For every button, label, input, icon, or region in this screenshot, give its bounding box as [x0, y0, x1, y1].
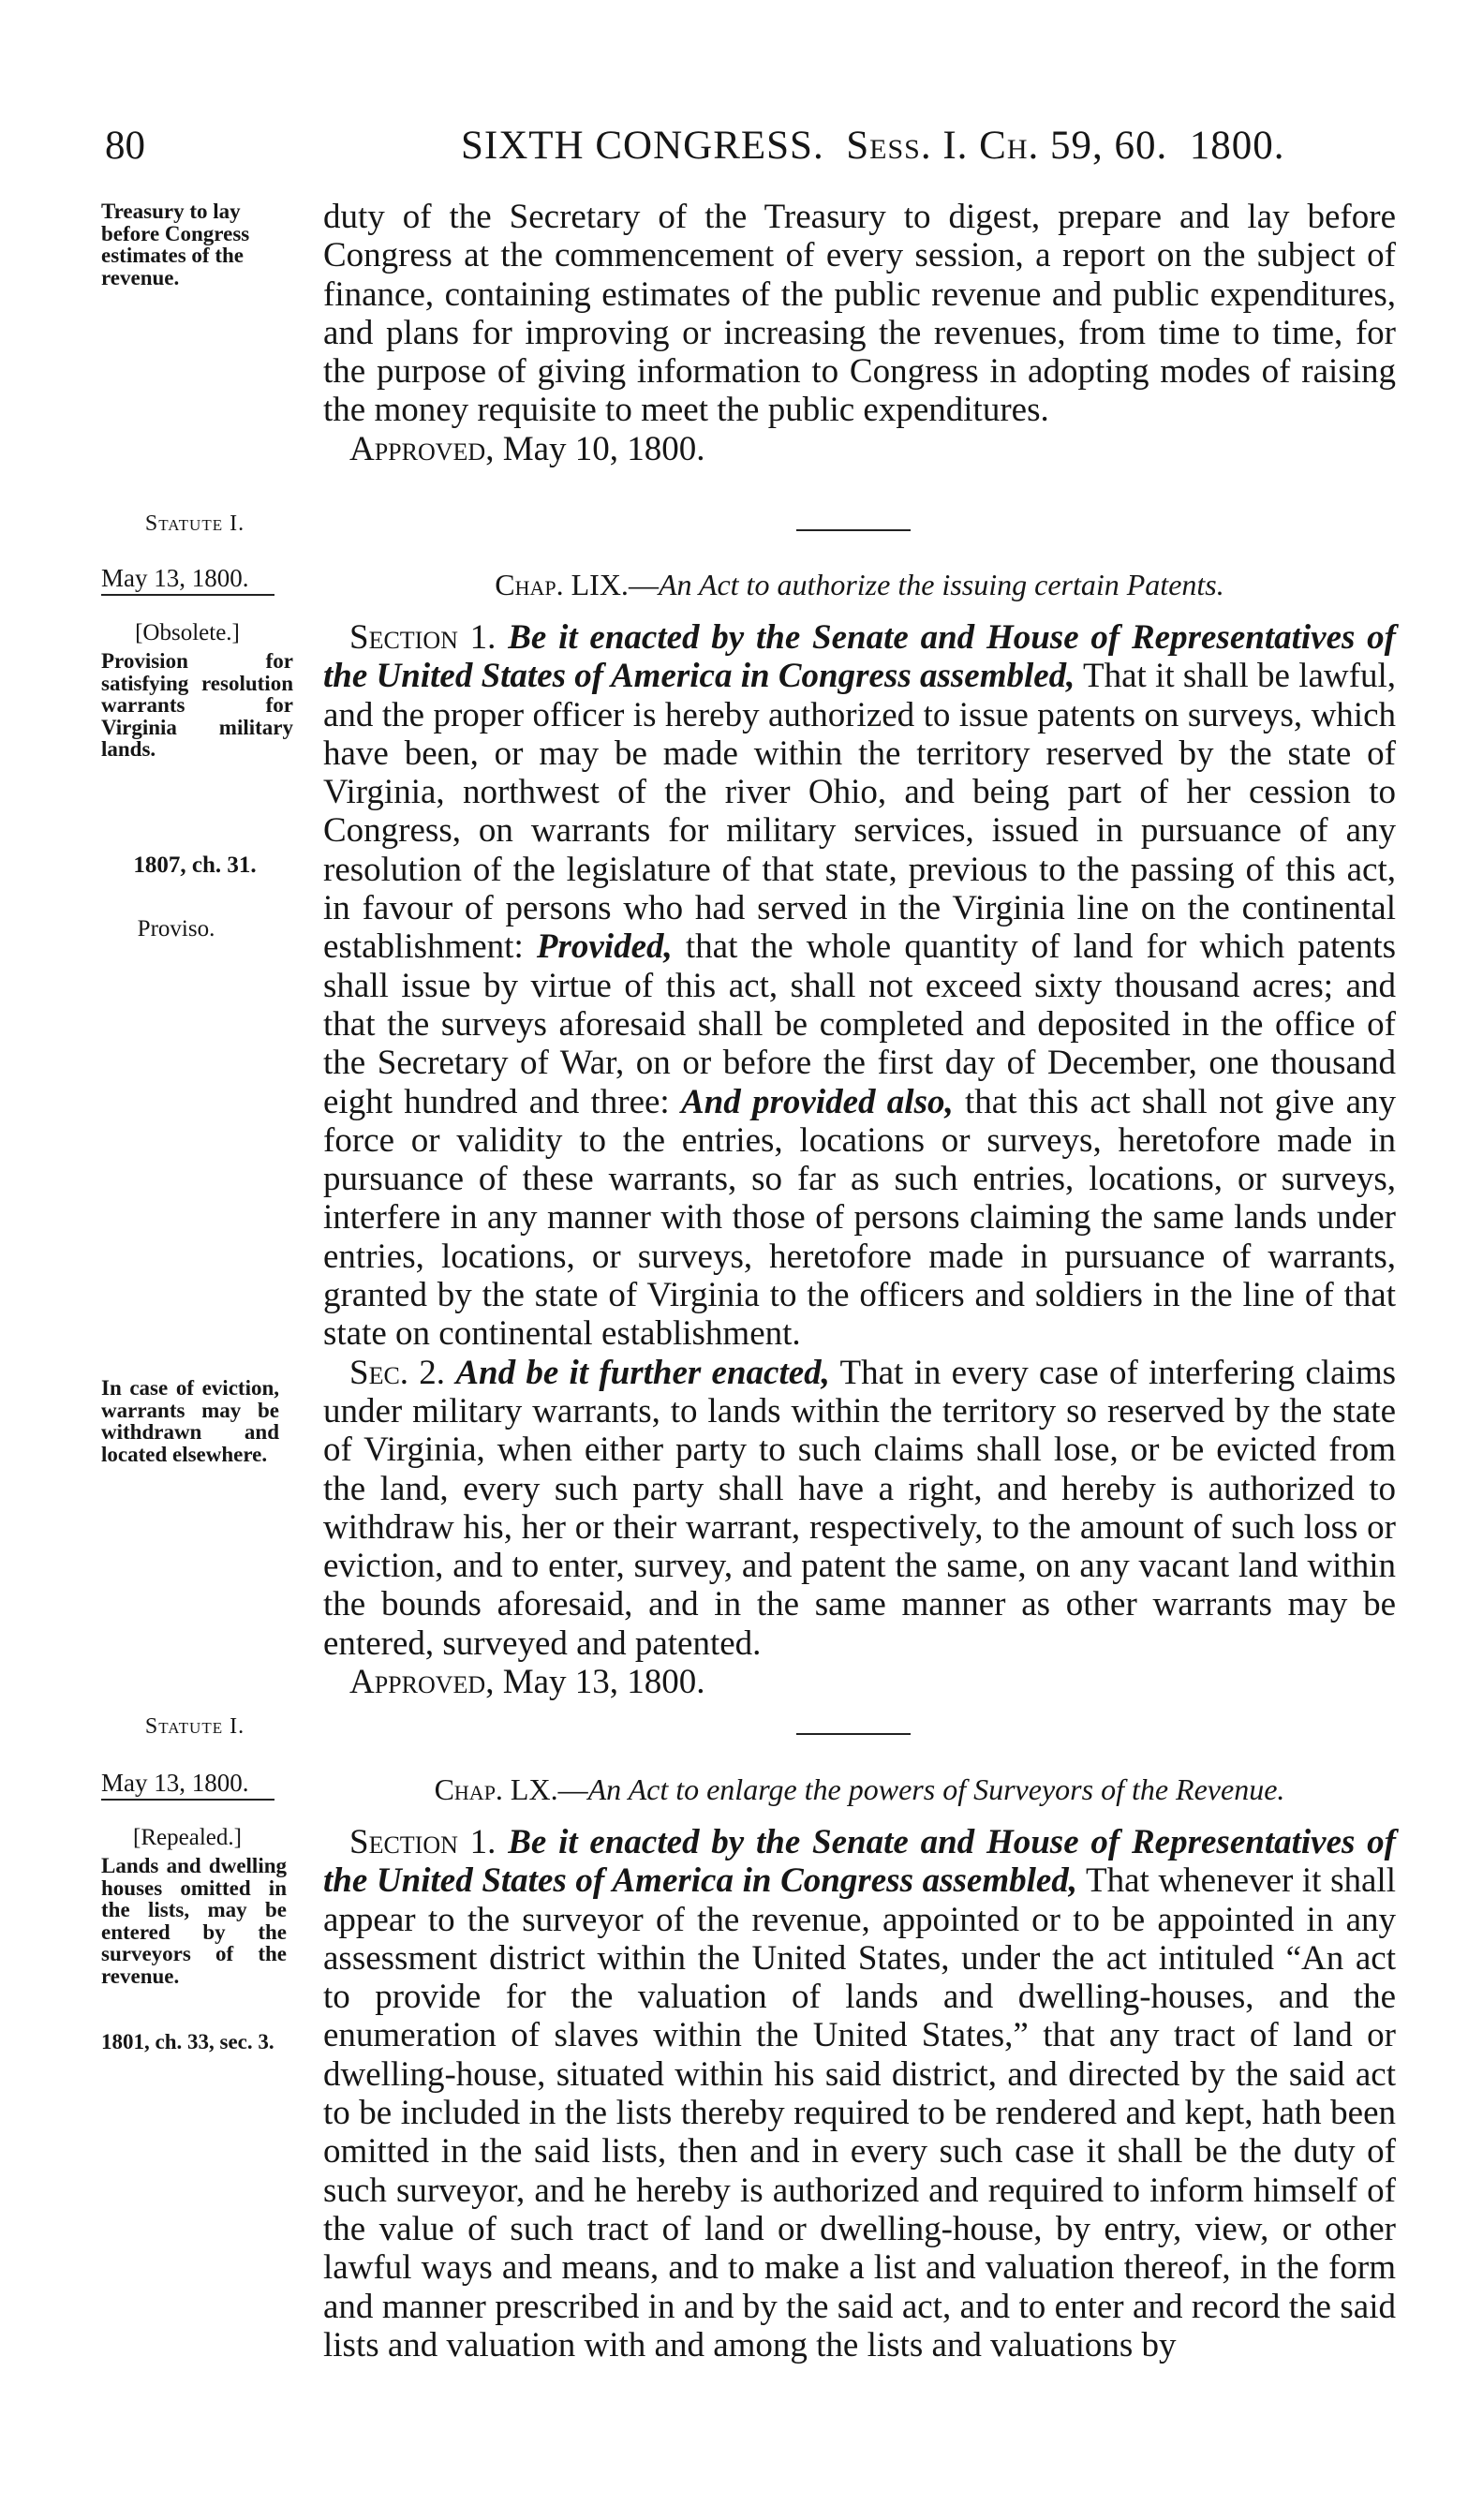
- page-number: 80: [105, 124, 145, 168]
- margin-note-proviso: Proviso.: [137, 916, 215, 941]
- chapter-heading-59: Chap. LIX.—An Act to authorize the issuing certain Patents.: [495, 568, 1224, 601]
- continuation-block: [323, 198, 1396, 468]
- running-head: [105, 120, 1396, 172]
- date-label-59: May 13, 1800.: [101, 568, 274, 596]
- status-repealed: [Repealed.]: [133, 1825, 242, 1850]
- section-2-paragraph: Sec. 2. And be it further enacted, That in every case of interfering claims under military warrants, to lands within the territory so reserved by the state of Virginia, when either party to such claims shall lose, or be evicted from the land, every such party shall have a right, and hereby is authorized to withdraw his, her or their warrant, respectively, to the amount of such loss or eviction, and to enter, survey, and patent the same, on any vacant land within the bounds aforesaid, and in the same manner as other warrants may be entered, surveyed and patented.: [323, 1353, 1397, 1663]
- statute-label-59: Statute I.: [144, 511, 245, 536]
- approved-line-2: Approved, May 13, 1800.: [349, 1663, 705, 1702]
- date-label-60: May 13, 1800.: [101, 1772, 274, 1801]
- margin-note-eviction: In case of eviction, warrants may be withdrawn and located elsewhere.: [101, 1376, 279, 1466]
- margin-note-treasury: Treasury to lay before Congress estimates of the revenue.: [101, 200, 250, 289]
- margin-citation-1807: 1807, ch. 31.: [133, 852, 257, 878]
- status-obsolete: [Obsolete.]: [135, 620, 240, 645]
- margin-note-lands: Lands and dwelling houses omitted in the lists, may be entered by the surveyors of the revenue.: [101, 1854, 287, 1988]
- running-title: SIXTH CONGRESS. Sess. I. Ch. 59, 60. 1800.: [461, 124, 1285, 168]
- chapter-heading-60: Chap. LX.—An Act to enlarge the powers of Surveyors of the Revenue.: [434, 1772, 1285, 1806]
- continuation-paragraph: duty of the Secretary of the Treasury to digest, prepare and lay before Congress at the commencement of every session, a report on the subject of finance, containing estimates of the public revenue and public expenditures, and plans for improving or increasing the revenues, from time to time, for the purpose of giving information to Congress in adopting modes of raising the money requisite to meet the public expenditures.: [323, 198, 1396, 430]
- section-1-paragraph: Section 1. Be it enacted by the Senate and House of Representatives of the United States of America in Congress assembled, That it shall be lawful, and the proper officer is hereby authorized to issue patents on surveys, which have been, or may be made within the territory reserved by the state of Virginia, northwest of the river Ohio, and being part of her cession to Congress, on warrants for military services, issued in pursuance of any resolution of the legislature of that state, previous to the passing of this act, in favour of persons who had served in the Virginia line on the continental establishment: Provided, that the whole quantity of land for which patents shall issue by virtue of this act, shall not exceed sixty thousand acres; and that the surveys aforesaid shall be completed and deposited in the office of the Secretary of War, on or before the first day of December, one thousand eight hundred and three: And provided also, that this act shall not give any force or validity to the entries, locations or surveys, heretofore made in pursuance of these warrants, so far as such entries, locations, or surveys, interfere in any manner with those of persons claiming the same lands under entries, locations, or surveys, heretofore made in pursuance of warrants, granted by the state of Virginia to the officers and soldiers in the line of that state on continental establishment.: [323, 618, 1397, 1354]
- chapter-body-59: [323, 618, 1396, 1701]
- section-rule-2: [796, 1733, 911, 1735]
- margin-note-provision: Provision for satisfying resolution warrants for Virginia military lands.: [101, 649, 293, 761]
- section-1-paragraph-60: Section 1. Be it enacted by the Senate and House of Representatives of the United States of America in Congress assembled, That whenever it shall appear to the surveyor of the revenue, appointed or to be appointed in any assessment district within the United States, under the act intituled “An act to provide for the valuation of lands and dwelling-houses, and the enumeration of slaves within the United States,” that any tract of land or dwelling-house, situated within his said district, and directed by the said act to be included in the lists thereby required to be rendered and kept, hath been omitted in the said lists, then and in every such case it shall be the duty of such surveyor, and he hereby is authorized and required to inform himself of the value of such tract of land or dwelling-house, by entry, view, or other lawful ways and means, and to make a list and valuation thereof, in the form and manner prescribed in and by the said act, and to enter and record the said lists and valuation with and among the lists and valuations by: [323, 1823, 1396, 2364]
- statute-label-60: Statute I.: [144, 1714, 245, 1739]
- approved-line-1: Approved, May 10, 1800.: [349, 429, 705, 468]
- chapter-body-60: [323, 1823, 1396, 2364]
- section-rule-1: [796, 529, 911, 531]
- margin-citation-1801: 1801, ch. 33, sec. 3.: [101, 2030, 274, 2053]
